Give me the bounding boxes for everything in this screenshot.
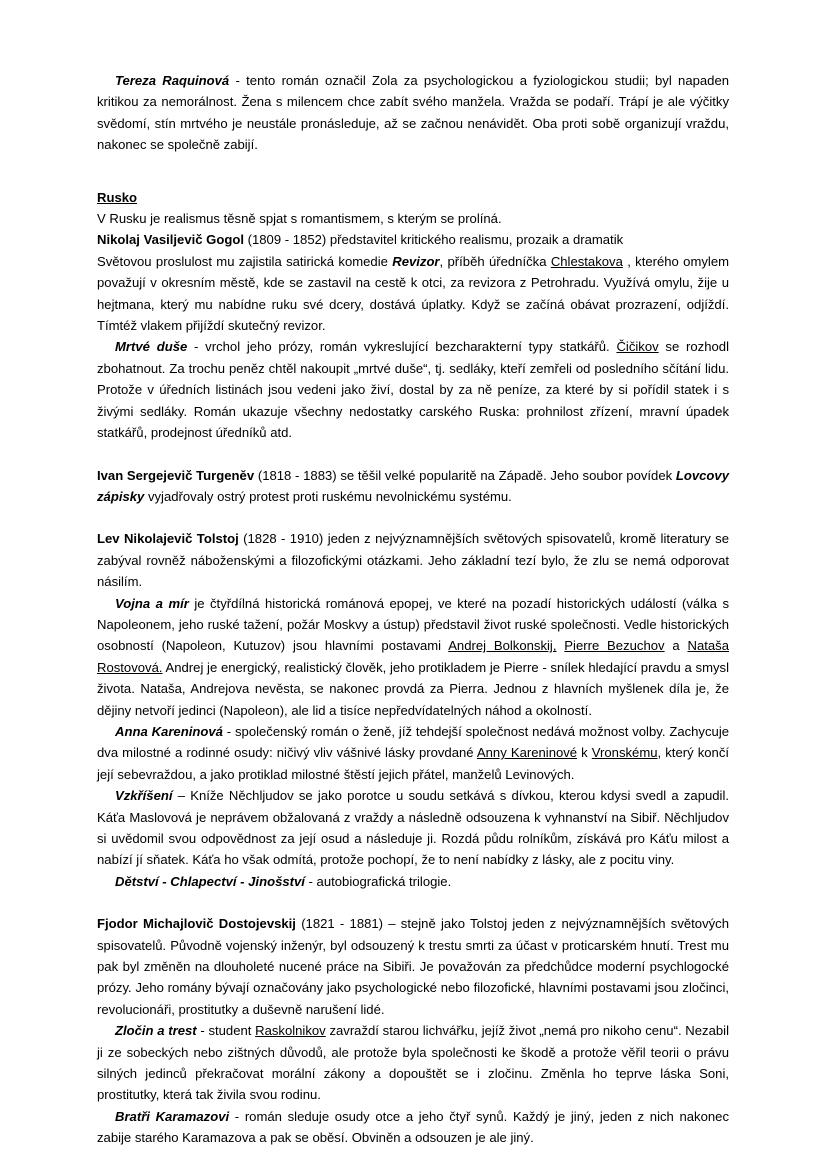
- underlined-term: Anny Kareninové: [476, 745, 578, 761]
- text-line: [97, 229, 729, 250]
- body-text: vyjadřovaly ostrý protest proti ruskému nevolnickému systému.: [144, 488, 512, 504]
- paragraph: [97, 251, 729, 337]
- underlined-term: Vronskému: [591, 745, 658, 761]
- body-text: , který končí její sebevraždou, a jako protiklad milostné štěstí jejich přátel, manželů Levinových.: [97, 745, 730, 782]
- author-name: Ivan Sergejevič Turgeněv: [97, 467, 255, 483]
- body-text: a: [664, 638, 688, 654]
- work-title: Tereza Raquinová: [115, 73, 230, 88]
- paragraph: [97, 871, 729, 892]
- section-heading: [97, 187, 729, 208]
- work-title: Vzkříšení: [115, 788, 173, 804]
- underlined-term: Chlestakova: [550, 253, 623, 269]
- author-name: Fjodor Michajlovič Dostojevskij: [97, 916, 296, 932]
- work-title: Bratři Karamazovi: [115, 1108, 230, 1124]
- body-text: - společenský román o ženě, jíž tehdejší společnost nedává možnost volby. Zachycuje dva milostné a rodinné osudy: ničivý vliv vášnivé lásky provdané: [97, 723, 730, 761]
- document-body: [97, 70, 729, 1149]
- paragraph: [97, 465, 729, 508]
- body-text: (1809 - 1852) představitel kritického realismu, prozaik a dramatik: [244, 232, 624, 248]
- paragraph-spacer: [97, 156, 729, 187]
- underlined-term: Andrej Bolkonskij,: [448, 638, 557, 654]
- paragraph: [97, 1020, 729, 1106]
- paragraph: [97, 785, 729, 871]
- body-text: , příběh úředníčka: [439, 253, 551, 269]
- paragraph: [97, 593, 729, 721]
- body-text: k: [577, 745, 592, 761]
- work-title: Mrtvé duše: [115, 339, 188, 355]
- work-title: Zločin a trest: [115, 1023, 197, 1039]
- body-text: se rozhodl zbohatnout. Za trochu peněz chtěl nakoupit „mrtvé duše“, tj. sedláky, kteří zemřeli od posledního sčítání lidu. Protože v úředních listinách jsou vedeni jako živí, dostal by za ně peníze, za které by si pořídil statek i s živými sedláky. Román ukazuje všechny nedostatky carského Ruska: prohnilost zřízení, mravní úpadek statkářů, prodejnost úředníků atd.: [97, 339, 729, 441]
- underlined-term: Pierre Bezuchov: [564, 638, 665, 654]
- underlined-term: Čičikov: [616, 339, 659, 355]
- underlined-term: Nataša Rostovová.: [97, 638, 729, 675]
- underlined-term: Raskolnikov: [255, 1023, 326, 1039]
- body-text: (1818 - 1883) se těšil velké popularitě na Západě. Jeho soubor povídek: [254, 467, 676, 483]
- body-text: je čtyřdílná historická románová epopej, ve které na pozadí historických událostí (válka s Napoleonem, jeho ruské tažení, požár Moskvy a ústup) představil život ruské společnosti. Vedle historických osobností (Napoleon, Kutuzov) jsou hlavními postavami: [97, 595, 729, 654]
- body-text: (1821 - 1881) – stejně jako Tolstoj jeden z nejvýznamnějších světových spisovatelů. Původně vojenský inženýr, byl odsouzený k trestu smrti za účast v proticarském hnutí. Trest mu pak byl změněn na dlouholeté nucené práce na Sibiři. Je považován za předchůdce moderní psychlogocké prózy. Jeho romány bývají označovány jako psychologické nebo filozofické, hlavními postavami jsou zločinci, revolucionáři, prostitutky a duševně narušení lidé.: [97, 916, 729, 1017]
- author-name: Nikolaj Vasiljevič Gogol: [97, 232, 244, 248]
- paragraph-spacer: [97, 892, 729, 913]
- body-text: - tento román označil Zola za psychologickou a fyziologickou studii; byl napaden kritikou za nemorálnost. Žena s milencem chce zabít svého manžela. Vražda se podaří. Trápí je ale výčitky svědomí, stín mrtvého je neustále pronásleduje, až se začnou nenávidět. Oba proti sobě organizují vraždu, nakonec se společně zabijí.: [97, 73, 730, 153]
- paragraph: [97, 70, 729, 156]
- author-name: Lev Nikolajevič Tolstoj: [97, 531, 239, 547]
- body-text: - student: [196, 1023, 256, 1039]
- body-text: - autobiografická trilogie.: [304, 873, 452, 889]
- paragraph: [97, 336, 729, 443]
- paragraph: [97, 528, 729, 592]
- body-text: zavraždí starou lichvářku, jejíž život „nemá pro nikoho cenu“. Nezabil ji ze sobeckých nebo zištných důvodů, ale protože byla společnosti ke škodě a protože věřil teorii o právu silných jedinců překračovat morální zákony a dopouštět se i zločinu. Změnla ho teprve láska Soni, prostitutky, která tak živila svou rodinu.: [97, 1023, 729, 1103]
- work-title: Revizor: [392, 253, 440, 269]
- body-text: Andrej je energický, realistický člověk, jeho protikladem je Pierre - snílek hledající pravdu a smysl života. Nataša, Andrejova nevěsta, se nakonec provdá za Pierra. Jednou z hlavních myšlenek díla je, že dějiny netvoří jedinci (Napoleon), ale lid a tisíce nepředvídatelných náhod a okolností.: [97, 659, 729, 718]
- body-text: , kterého omylem považují v okresním městě, kde se zastavil na cestě k otci, za revizora z Petrohradu. Využívá omylu, žije u hejtmana, který mu nabídne ruku své dcery, dostává úplatky. Když se začíná obávat prozrazení, odjíždí. Tímtéž vlakem přijíždí skutečný revizor.: [97, 253, 730, 334]
- text-line: [97, 208, 729, 229]
- paragraph: [97, 721, 729, 785]
- work-title: Dětství - Chlapectví - Jinošství: [115, 873, 305, 889]
- work-title: Vojna a mír: [115, 595, 189, 611]
- body-text: - vrchol jeho prózy, román vykreslující bezcharakterní typy statkářů.: [187, 339, 617, 355]
- work-title: Anna Kareninová: [115, 723, 223, 739]
- paragraph: [97, 1106, 729, 1149]
- body-text: Světovou proslulost mu zajistila satirická komedie: [97, 253, 393, 269]
- work-title: Lovcovy zápisky: [97, 467, 729, 504]
- paragraph: [97, 913, 729, 1020]
- body-text: – Kníže Něchljudov se jako porotce u soudu setkává s dívkou, kterou kdysi svedl a zapudil. Káťa Maslovová je neprávem obžalovaná z vraždy a následně odsouzena k vyhnanství na Sibiř. Něchljudov si uvědomil svou odpovědnost za její osud a následuje ji. Rozdá půdu rolníkům, získává pro Káťu milost a nabízí jí sňatek. Káťa ho však odmítá, protože pochopí, že to není nabídky z lásky, ale z pocitu viny.: [97, 788, 729, 868]
- paragraph-spacer: [97, 507, 729, 528]
- body-text: V Rusku je realismus těsně spjat s romantismem, s kterým se prolíná.: [97, 211, 502, 227]
- heading-text: Rusko: [97, 189, 138, 205]
- paragraph-spacer: [97, 444, 729, 465]
- body-text: - román sleduje osudy otce a jeho čtyř synů. Každý je jiný, jeden z nich nakonec zabije starého Karamazova a pak se oběsí. Obviněn a odsouzen je ale jiný.: [97, 1108, 729, 1146]
- body-text: (1828 - 1910) jeden z nejvýznamnějších světových spisovatelů, kromě literatury se zabýval rovněž náboženskými a filozofickými otázkami. Jeho základní tezí bylo, že zlu se nemá odporovat násilím.: [97, 531, 729, 590]
